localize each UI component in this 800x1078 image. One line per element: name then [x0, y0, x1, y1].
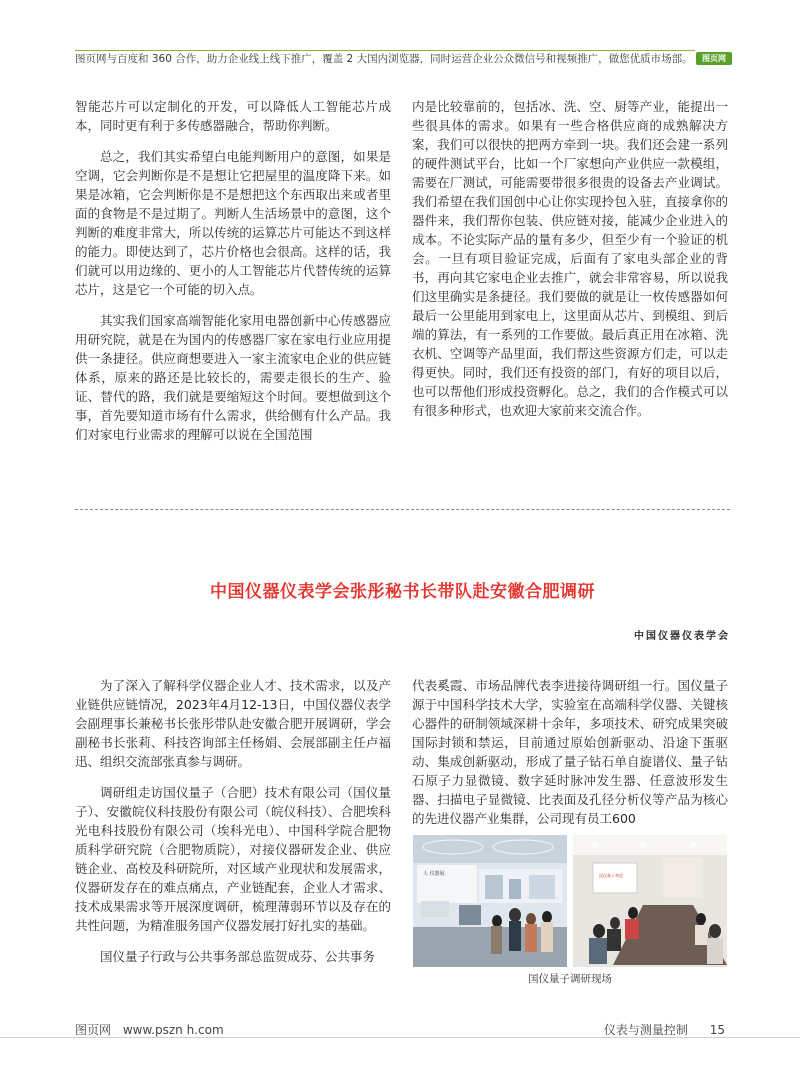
header-bar	[0, 0, 800, 68]
footer-journal: 仪表与测量控制	[603, 1023, 688, 1037]
header-rule	[75, 50, 695, 51]
header-banner: 图页网与百度和 360 合作，助力企业线上线下推广，覆盖 2 大国内浏览器，同时运营企业公众微信号和视频推广，做您优质市场部。	[75, 53, 693, 65]
footer-site-name: 图页网	[75, 1023, 112, 1037]
paragraph: 为了深入了解科学仪器企业人才、技术需求，以及产业链供应链情况，2023年4月12-13日，中国仪器仪表学会副理事长兼秘书长张彤带队赴安徽合肥开展调研，学会副秘书长张莉、科技咨询部主任杨娟、会展部副主任卢福迅、组织交流部张真参与调研。	[75, 678, 391, 769]
paragraph: 国仪量子行政与公共事务部总监贺成芬、公共事务	[100, 949, 376, 964]
footer-url[interactable]: www.pszn h.com	[122, 1023, 224, 1037]
photo-showroom	[413, 835, 567, 967]
site-logo[interactable]: 图页网	[696, 52, 732, 65]
prev-article-right-column	[412, 97, 728, 432]
article-left-column	[75, 676, 391, 978]
paragraph: 其实我们国家高端智能化家用电器创新中心传感器应用研究院，就是在为国内的传感器厂家在家电行业应用提供一条捷径。供应商想要进入一家主流家电企业的供应链体系，原来的路还是比较长的，需要走很长的生产、验证、替代的路，我们就是要缩短这个时间。要想做到这个事，首先要知道市场有什么需求，供给侧有什么产品。我们对家电行业需求的理解可以说在全国范围	[75, 313, 391, 442]
photo-caption: 国仪量子调研现场	[528, 973, 612, 985]
article-title: 中国仪器仪表学会张彤秘书长带队赴安徽合肥调研	[210, 582, 595, 602]
article-right-column	[412, 676, 728, 840]
paragraph: 内是比较靠前的，包括冰、洗、空、厨等产业，能提出一些很具体的需求。如果有一些合格供应商的成熟解决方案，我们可以很快的把两方牵到一块。我们还会建一系列的硬件测试平台，比如一个厂家想向产业供应一款模组，需要在厂测试，可能需要带很多很贵的设备去产业调试。我们希望在我们国创中心让你实现拎包入驻，直接拿你的器件来，我们帮你包装、供应链对接，能减少企业进入的成本。不论实际产品的量有多少，但至少有一个验证的机会。一旦有项目验证完成，后面有了家电头部企业的背书，再向其它家电企业去推广，就会非常容易，所以说我们这里确实是条捷径。我们要做的就是让一枚传感器如何最后一公里能用到家电上，这里面从芯片、到模组、到后端的算法，有一系列的工作要做。最后真正用在冰箱、洗衣机、空调等产品里面，我们帮这些资源方们走，可以走得更快。同时，我们还有投资的部门，有好的项目以后，也可以帮他们形成投资孵化。总之，我们的合作模式可以有很多种形式，也欢迎大家前来交流合作。	[412, 99, 728, 418]
paragraph: 总之，我们其实希望白电能判断用户的意图，如果是空调，它会判断你是不是想让它把屋里的温度降下来。如果是冰箱，它会判断你是不是想把这个东西取出来或者里面的食物是不是过期了。判断人生活场景中的意图，这个判断的难度非常大，所以传统的运算芯片可能达不到这样的能力。即使达到了，芯片价格也会很高。这样的话，我们就可以用边缘的、更小的人工智能芯片代替传统的运算芯片，这是它一个可能的切入点。	[75, 149, 391, 297]
section-divider	[75, 509, 730, 510]
footer-left	[75, 1021, 224, 1038]
article-source: 中国仪器仪表学会	[634, 631, 730, 642]
svg-text:国仪量子欢迎: 国仪量子欢迎	[599, 873, 623, 878]
prev-article-left-column	[75, 97, 391, 456]
paragraph: 代表奚霞、市场品牌代表李进接待调研组一行。国仪量子源于中国科学技术大学，实验室在高端科学仪器、关键核心器件的研制领域深耕十余年，多项技术、研究成果突破国际封锁和禁运，目前通过原始创新驱动、沿途下蛋驱动、集成创新驱动，形成了量子钻石单自旋谱仪、量子钻石原子力显微镜、数字延时脉冲发生器、任意波形发生器、扫描电子显微镜、比表面及孔径分析仪等产品为核心的先进仪器产业集群，公司现有员工600	[412, 678, 728, 826]
paragraph: 智能芯片可以定制化的开发，可以降低人工智能芯片成本，同时更有利于多传感器融合，帮助你判断。	[75, 99, 391, 133]
paragraph: 调研组走访国仪量子（合肥）技术有限公司（国仪量子）、安徽皖仪科技股份有限公司（皖仪科技）、合肥埃科光电科技股份有限公司（埃科光电）、中国科学院合肥物质科学研究院（合肥物质院），对接仪器研发企业、供应链企业、高校及科研院所，对区域产业现状和发展需求，仪器研发存在的难点痛点，产业链配套，企业人才需求、技术成果需求等开展深度调研，梳理薄弱环节以及存在的共性问题，为精准服务国产仪器发展打好扎实的基础。	[75, 785, 391, 933]
footer-right	[586, 1021, 725, 1038]
photo-meeting-room	[573, 835, 727, 967]
page-number: 15	[709, 1023, 725, 1037]
svg-text:人 仪器展: 人 仪器展	[423, 871, 445, 877]
